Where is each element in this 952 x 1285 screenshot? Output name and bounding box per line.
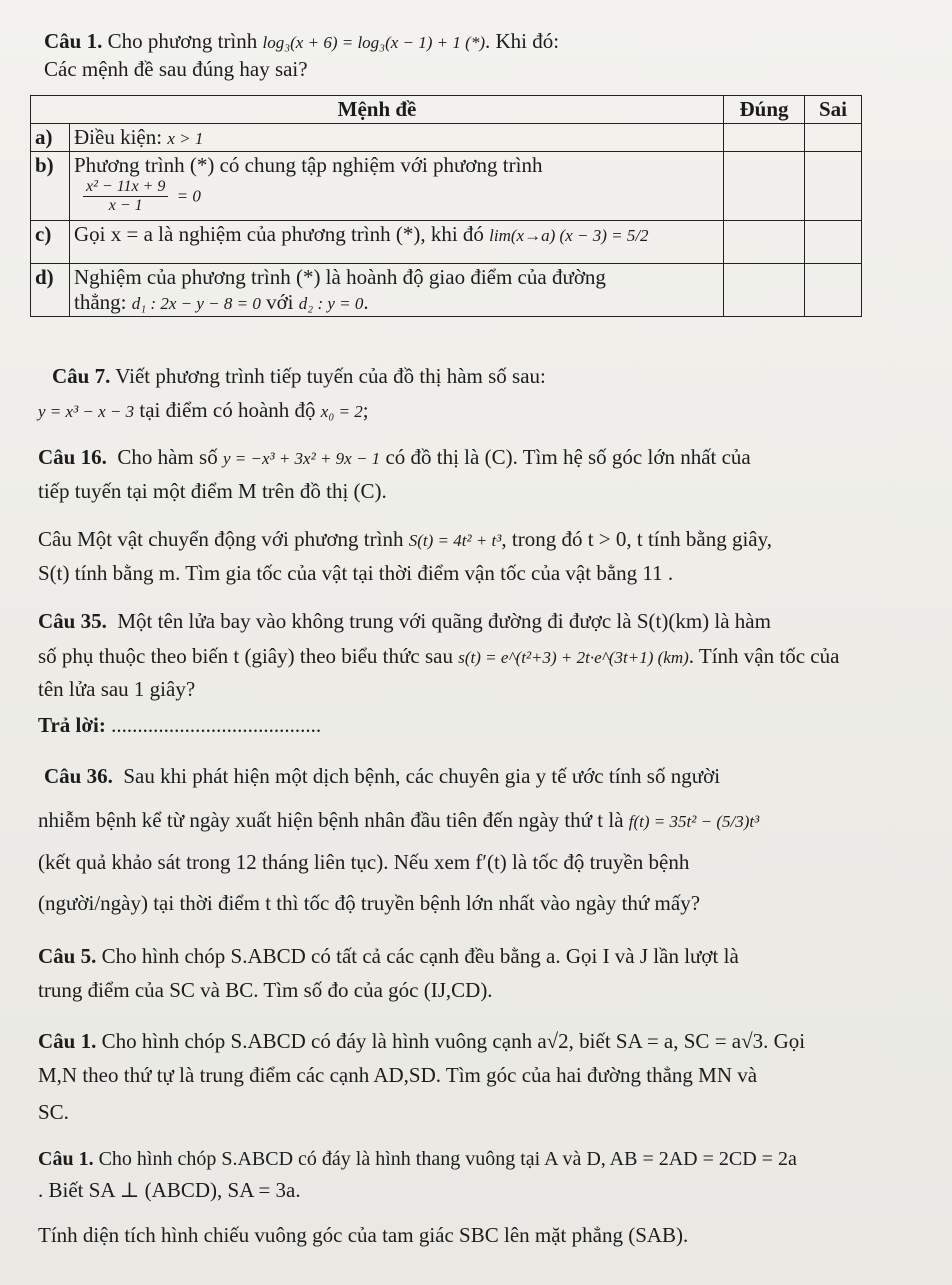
row-a-true-cell[interactable] [724,124,805,152]
q7-line2 [38,397,369,425]
q1-intro-a: Cho phương trình [107,29,258,53]
row-c-statement [70,221,724,264]
q1-equation: log₃(x + 6) = log₃(x − 1) + 1 (*) [262,33,485,52]
q1c-title: Câu 1. [38,1148,94,1170]
q36-text2: nhiễm bệnh kể từ ngày xuất hiện bệnh nhân đầu tiên đến ngày thứ t là [38,808,624,832]
row-d-math: d₁ : 2x − y − 8 = 0 [131,294,261,313]
q16-line1 [38,444,751,472]
q5-title: Câu 5. [38,944,97,968]
row-c-false-cell[interactable] [805,221,862,264]
q35-line3: tên lửa sau 1 giây? [38,677,196,701]
table-row-c [31,221,862,264]
q1c-line3: Tính diện tích hình chiếu vuông góc của tam giác SBC lên mặt phẳng (SAB). [38,1223,689,1247]
truth-table [30,95,862,317]
q16-math: y = −x³ + 3x² + 9x − 1 [222,449,381,468]
qx-line1 [38,526,772,554]
qx-title: Câu [38,527,72,551]
q35-text2b: . Tính vận tốc của [688,644,840,668]
fraction-tail: = 0 [176,186,201,206]
row-d-label: d) [31,264,70,317]
qx-math: S(t) = 4t² + t³ [408,531,502,550]
q1c-line2: . Biết SA ⊥ (ABCD), SA = 3a. [38,1178,301,1202]
row-d-text3: với [266,290,294,314]
q7-tail: ; [362,398,369,422]
row-b-false-cell[interactable] [805,152,862,221]
q35-title: Câu 35. [38,609,107,633]
q1c-line1 [38,1146,797,1172]
row-c-true-cell[interactable] [724,221,805,264]
row-b-fraction [83,178,168,215]
qx-text1: Một vật chuyển động với phương trình [77,527,404,551]
q35-line1 [38,608,771,634]
row-a-math: x > 1 [167,129,204,148]
row-b-statement [70,152,724,221]
q16-text1: Cho hàm số [117,445,218,469]
row-a-statement [70,124,724,152]
header-statement: Mệnh đề [31,96,724,124]
q35-text1: Một tên lửa bay vào không trung với quãng đường đi được là S(t)(km) là hàm [117,609,771,633]
qx-line2: S(t) tính bằng m. Tìm gia tốc của vật tại thời điểm vận tốc của vật bằng 11 . [38,561,674,585]
q16-line2: tiếp tuyến tại một điểm M trên đồ thị (C). [38,479,387,503]
q16-title: Câu 16. [38,445,107,469]
row-d-math2: d₂ : y = 0 [298,294,364,313]
q1c-text1: Cho hình chóp S.ABCD có đáy là hình thang vuông tại A và D, AB = 2AD = 2CD = 2a [98,1148,797,1170]
q1b-line1 [38,1028,805,1054]
q7-title: Câu 7. [52,364,111,388]
q1-title: Câu 1. [44,29,103,53]
fraction-numerator: x² − 11x + 9 [83,178,168,197]
q1b-text1: Cho hình chóp S.ABCD có đáy là hình vuông cạnh a√2, biết SA = a, SC = a√3. Gọi [101,1029,806,1053]
q7-line1 [52,363,546,389]
q7-math: y = x³ − x − 3 [38,402,135,421]
q1-intro-b: . Khi đó: [484,29,560,53]
fraction-denominator: x − 1 [108,197,143,214]
q1b-line3: SC. [38,1100,69,1124]
q35-text2a: số phụ thuộc theo biến t (giây) theo biểu thức sau [38,644,453,668]
row-d-text4: . [363,290,369,314]
q1-prompt: Các mệnh đề sau đúng hay sai? [44,57,308,81]
header-true: Đúng [724,96,805,124]
answer-label: Trả lời: [38,713,106,737]
row-b-label: b) [31,152,70,221]
q5-line1 [38,943,739,969]
row-b-text: Phương trình (*) có chung tập nghiệm với phương trình [74,153,543,177]
row-d-false-cell[interactable] [805,264,862,317]
q36-math: f(t) = 35t² − (5/3)t³ [628,812,760,831]
q35-line2 [38,643,839,671]
q36-line4: (người/ngày) tại thời điểm t thì tốc độ truyền bệnh lớn nhất vào ngày thứ mấy? [38,891,701,915]
q36-title: Câu 36. [44,764,113,788]
qx-text2: , trong đó t > 0, t tính bằng giây, [501,527,772,551]
q5-line2: trung điểm của SC và BC. Tìm số đo của góc (IJ,CD). [38,978,493,1002]
q35-answer [38,712,321,738]
q36-text1: Sau khi phát hiện một dịch bệnh, các chuyên gia y tế ước tính số người [123,764,721,788]
row-d-text: Nghiệm của phương trình (*) là hoành độ giao điểm của đường [74,265,606,289]
row-c-math: lim(x→a) (x − 3) = 5/2 [489,226,649,245]
row-d-statement [70,264,724,317]
row-d-text2: thẳng: [74,290,127,314]
row-d-true-cell[interactable] [724,264,805,317]
row-b-true-cell[interactable] [724,152,805,221]
q1b-line2: M,N theo thứ tự là trung điểm các cạnh AD,SD. Tìm góc của hai đường thẳng MN và [38,1063,758,1087]
row-a-label: a) [31,124,70,152]
table-row-a [31,124,862,152]
q1-intro [44,28,559,56]
row-c-label: c) [31,221,70,264]
q1b-title: Câu 1. [38,1029,97,1053]
row-c-text: Gọi x = a là nghiệm của phương trình (*), khi đó [74,222,484,246]
table-row-b [31,152,862,221]
table-row-d [31,264,862,317]
q36-line2 [38,807,759,835]
q16-text2: có đồ thị là (C). Tìm hệ số góc lớn nhất của [385,445,751,469]
q5-text1: Cho hình chóp S.ABCD có tất cả các cạnh đều bằng a. Gọi I và J lần lượt là [101,944,739,968]
answer-blank[interactable]: ........................................ [111,713,322,737]
q7-math2: x₀ = 2 [320,402,363,421]
q7-text: Viết phương trình tiếp tuyến của đồ thị hàm số sau: [115,364,546,388]
row-a-text: Điều kiện: [74,125,163,149]
q7-text2: tại điểm có hoành độ [139,398,316,422]
q36-line3: (kết quả khảo sát trong 12 tháng liên tục). Nếu xem f′(t) là tốc độ truyền bệnh [38,850,690,874]
q35-math: s(t) = e^(t²+3) + 2t·e^(3t+1) (km) [458,648,689,667]
row-a-false-cell[interactable] [805,124,862,152]
q36-line1 [44,763,720,789]
header-false: Sai [805,96,862,124]
